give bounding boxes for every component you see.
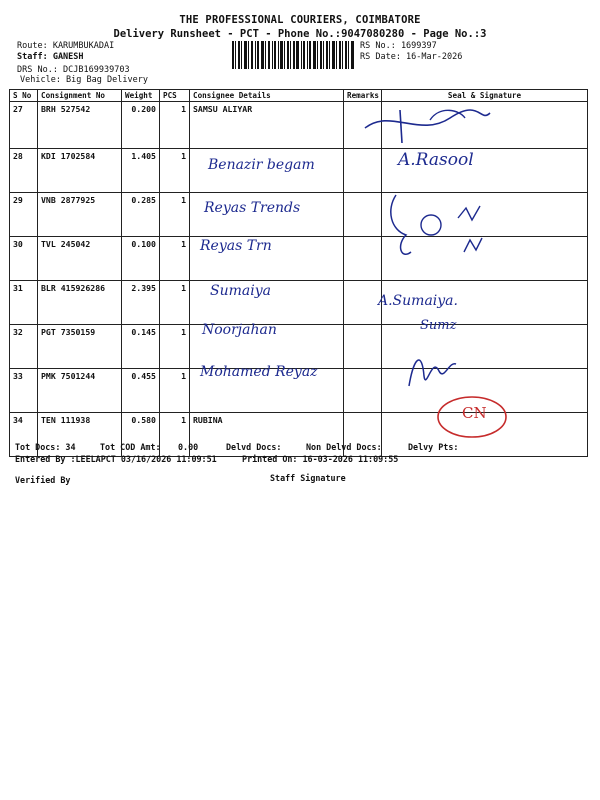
barcode-icon <box>232 41 354 69</box>
entered-by: Entered By :LEELAPCT 03/16/2026 11:09:51 <box>15 454 217 464</box>
weight-cell: 0.285 <box>122 193 160 237</box>
pcs-cell: 1 <box>160 325 190 369</box>
pcs-cell: 1 <box>160 369 190 413</box>
remarks-cell <box>344 237 382 281</box>
sno-cell: 30 <box>10 237 38 281</box>
handwritten-consignee: Sumaiya <box>210 283 271 299</box>
col-consignment: Consignment No <box>38 90 122 102</box>
handwritten-signature: A.Sumaiya. <box>378 293 458 309</box>
weight-cell: 2.395 <box>122 281 160 325</box>
consignment-cell: BLR 415926286 <box>38 281 122 325</box>
consignment-cell: VNB 2877925 <box>38 193 122 237</box>
route-label: Route: KARUMBUKADAI <box>17 41 115 51</box>
table-row <box>10 237 588 281</box>
col-remarks: Remarks <box>344 90 382 102</box>
runsheet-subtitle: Delivery Runsheet - PCT - Phone No.:9047080280 - Page No.:3 <box>113 28 487 40</box>
consignment-cell: PMK 7501244 <box>38 369 122 413</box>
vehicle-label: Vehicle: Big Bag Delivery <box>20 75 148 85</box>
non-delivered-docs: Non Delvd Docs: <box>306 442 382 452</box>
pcs-cell: 1 <box>160 237 190 281</box>
pcs-cell: 1 <box>160 149 190 193</box>
company-title: THE PROFESSIONAL COURIERS, COIMBATORE <box>179 14 421 26</box>
table-row <box>10 325 588 369</box>
weight-cell: 0.100 <box>122 237 160 281</box>
col-seal-signature: Seal & Signature <box>382 90 588 102</box>
sno-cell: 33 <box>10 369 38 413</box>
remarks-cell <box>344 369 382 413</box>
rs-date: RS Date: 16-Mar-2026 <box>360 52 463 62</box>
handwritten-signature: Sumz <box>420 318 457 333</box>
weight-cell: 1.405 <box>122 149 160 193</box>
consignment-cell: BRH 527542 <box>38 102 122 149</box>
sno-cell: 31 <box>10 281 38 325</box>
pcs-cell: 1 <box>160 193 190 237</box>
handwritten-consignee: Reyas Trn <box>200 238 272 254</box>
sno-cell: 32 <box>10 325 38 369</box>
remarks-cell <box>344 193 382 237</box>
consignee-cell: SAMSU ALIYAR <box>190 102 344 149</box>
delivered-docs: Delvd Docs: <box>226 442 282 452</box>
pcs-cell: 1 <box>160 413 190 457</box>
total-cod-amount: 0.00 <box>178 442 199 452</box>
handwritten-signature: A.Rasool <box>398 150 474 170</box>
handwritten-consignee: Noorjahan <box>202 322 277 338</box>
handwritten-consignee: Mohamed Reyaz <box>200 364 318 380</box>
pcs-cell: 1 <box>160 102 190 149</box>
table-header-row <box>10 90 588 102</box>
consignment-cell: PGT 7350159 <box>38 325 122 369</box>
signature-scribble-icon <box>386 190 496 270</box>
signature-scribble-icon <box>360 98 500 158</box>
staff-signature-label: Staff Signature <box>270 473 346 483</box>
cn-stamp-text: CN <box>462 404 487 422</box>
rs-number: RS No.: 1699397 <box>360 41 437 51</box>
col-sno: S No <box>10 90 38 102</box>
sno-cell: 29 <box>10 193 38 237</box>
remarks-cell <box>344 325 382 369</box>
remarks-cell <box>344 281 382 325</box>
total-cod-label: Tot COD Amt: <box>100 442 161 452</box>
handwritten-consignee: Benazir begam <box>208 157 315 173</box>
consignment-cell: TEN 111938 <box>38 413 122 457</box>
sno-cell: 34 <box>10 413 38 457</box>
sno-cell: 28 <box>10 149 38 193</box>
consignment-cell: TVL 245042 <box>38 237 122 281</box>
table-row <box>10 281 588 325</box>
consignee-cell: RUBINA <box>190 413 344 457</box>
weight-cell: 0.580 <box>122 413 160 457</box>
weight-cell: 0.145 <box>122 325 160 369</box>
weight-cell: 0.200 <box>122 102 160 149</box>
total-docs: Tot Docs: 34 <box>15 442 76 452</box>
table-row <box>10 102 588 149</box>
sno-cell: 27 <box>10 102 38 149</box>
pcs-cell: 1 <box>160 281 190 325</box>
printed-on: Printed On: 16-03-2026 11:09:55 <box>242 454 399 464</box>
weight-cell: 0.455 <box>122 369 160 413</box>
delivery-points: Delvy Pts: <box>408 442 459 452</box>
col-consignee: Consignee Details <box>190 90 344 102</box>
handwritten-consignee: Reyas Trends <box>204 200 301 216</box>
staff-label: Staff: GANESH <box>17 52 84 62</box>
col-pcs: PCS <box>160 90 190 102</box>
drs-number: DRS No.: DCJB169939703 <box>17 65 130 75</box>
col-weight: Weight <box>122 90 160 102</box>
verified-by: Verified By <box>15 475 71 485</box>
consignment-cell: KDI 1702584 <box>38 149 122 193</box>
signature-scribble-icon <box>404 346 464 396</box>
